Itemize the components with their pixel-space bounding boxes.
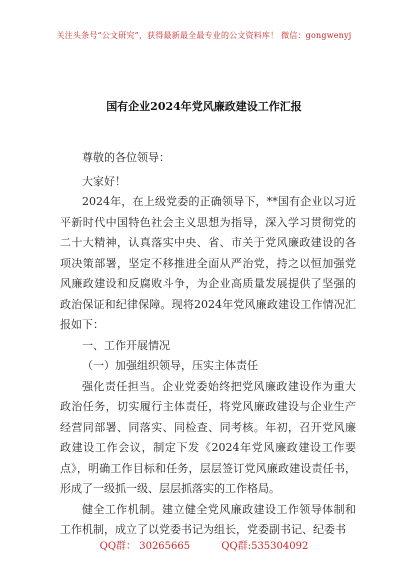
- salutation: 尊敬的各位领导：: [82, 151, 170, 164]
- promo-header: 关注头条号“公文研究”，获得最新最全最专业的公文资料库！ 微信：gongwenyj: [56, 31, 352, 40]
- contact-footer: [0, 537, 408, 552]
- subsection-heading: （一）加强组织领导，压实主体责任: [82, 359, 258, 372]
- paragraph-responsibility: 强化责任担当。企业党委始终把党风廉政建设作为重大政治任务，切实履行主体责任，将党风廉政建设与企业生产经营同部署、同落实、同检查、同考核。年初，召开党风廉政建设工作会议，制定下发《2024年党风廉政建设工作要点》，明确工作目标和任务，层层签订党风廉政建设责任书，形成了一级抓一级、层层抓落实的工作格局。: [60, 379, 356, 495]
- paragraph-mechanism: 健全工作机制。建立健全党风廉政建设工作领导体制和工作机制，成立了以党委书记为组长，党委副书记、纪委书: [60, 502, 356, 536]
- document-title: 国有企业2024年党风廉政建设工作汇报: [106, 100, 302, 113]
- paragraph-intro: 2024年，在上级党委的正确领导下，**国有企业以习近平新时代中国特色社会主义思想为指导，深入学习贯彻党的二十大精神，认真落实中央、省、市关于党风廉政建设的各项决策部署，坚定不移推进全面从严治党，持之以恒加强党风廉政建设和反腐败斗争，为企业高质量发展提供了坚强的政治保证和纪律保障。现将2024年党风廉政建设工作情况汇报如下：: [60, 195, 356, 331]
- section-heading: 一、工作开展情况: [82, 338, 170, 352]
- greeting: 大家好！: [82, 174, 126, 188]
- document-body: [60, 148, 356, 541]
- qq-group-1: QQ群： 30265665: [99, 541, 191, 552]
- qq-group-2: QQ群:535304092: [221, 541, 309, 552]
